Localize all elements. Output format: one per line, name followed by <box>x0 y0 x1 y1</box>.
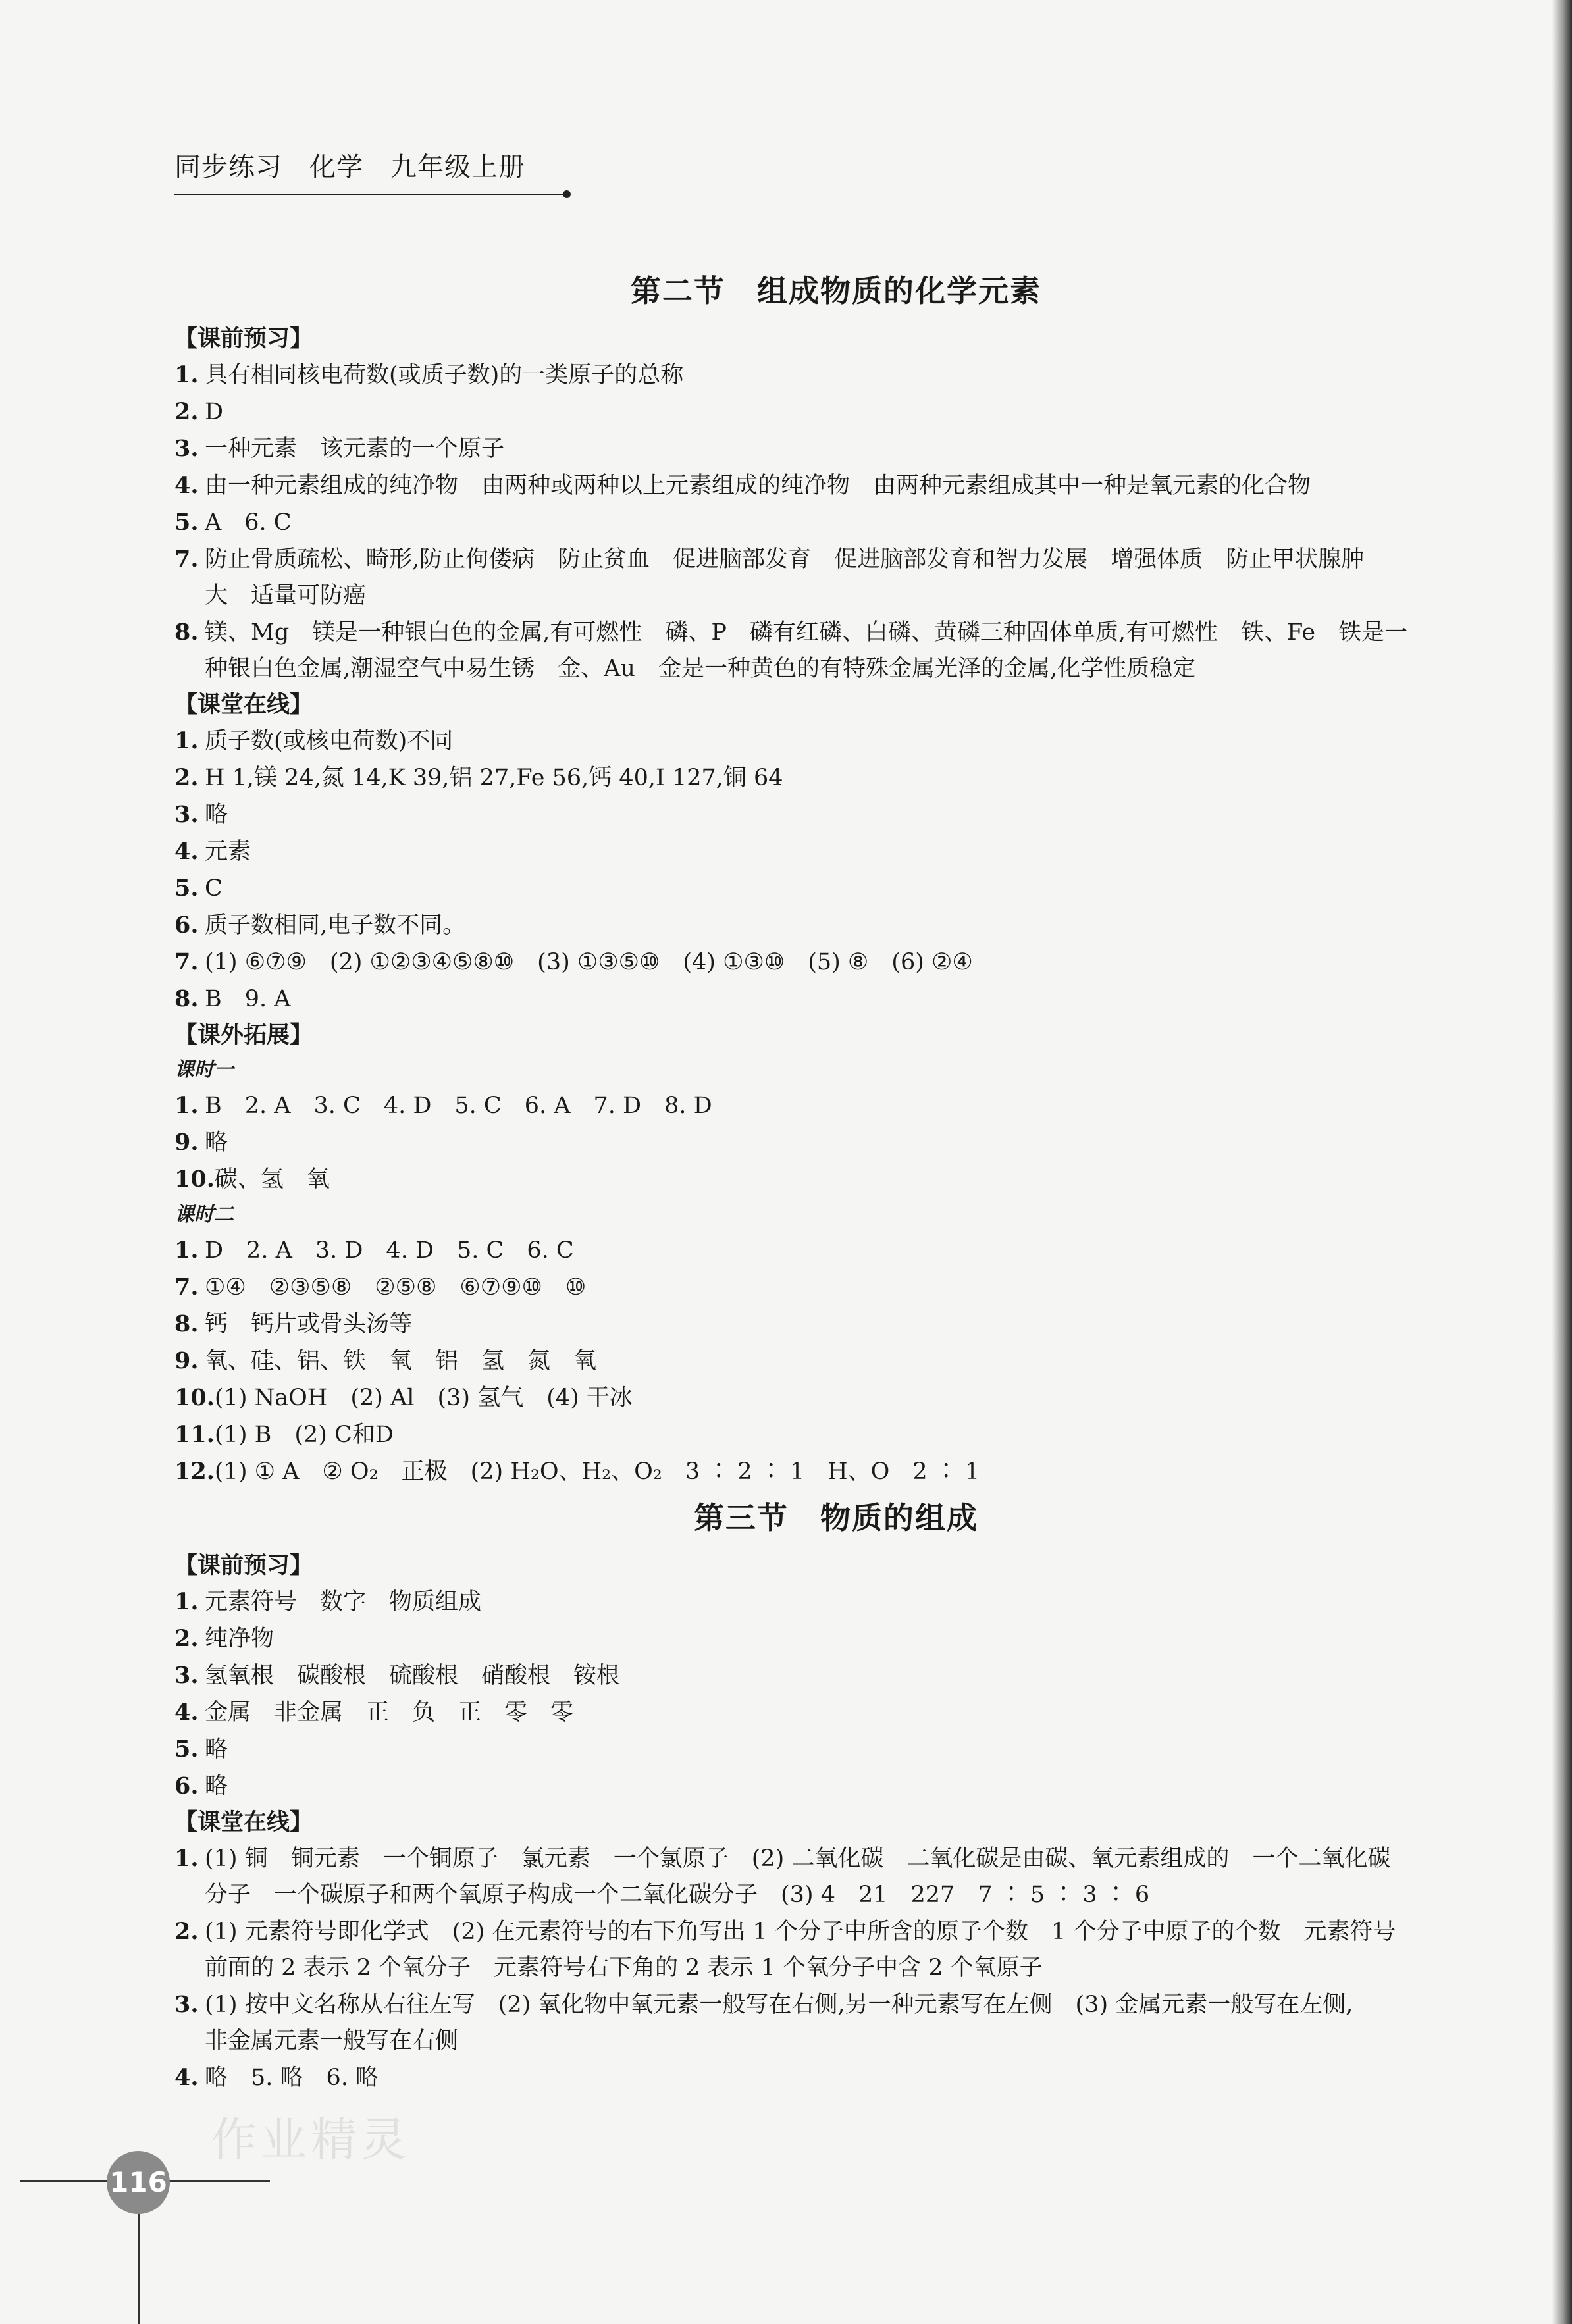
answer-text: B 9. A <box>205 986 291 1012</box>
subsection-label: 【课堂在线】 <box>174 692 313 718</box>
question-number: 4. <box>174 2064 199 2091</box>
answer-text: (1) ⑥⑦⑨ (2) ①②③④⑤⑧⑩ (3) ①③⑤⑩ (4) ①③⑩ (5) ⑧ (6) ②④ <box>205 949 973 975</box>
answer-list <box>174 1840 1498 2096</box>
answer-line <box>174 541 1498 614</box>
answer-text: B 2. A 3. C 4. D 5. C 6. A 7. D 8. D <box>205 1093 712 1119</box>
answer-content <box>174 263 1498 2096</box>
question-number: 8. <box>174 1310 199 1337</box>
question-number: 2. <box>174 764 199 791</box>
question-number: 7. <box>174 948 199 975</box>
subsection-label: 【课外拓展】 <box>174 1022 313 1048</box>
answer-text: 一种元素 该元素的一个原子 <box>205 436 505 462</box>
answer-line <box>174 833 1498 870</box>
answer-line <box>174 1306 1498 1343</box>
answer-text-continued: 非金属元素一般写在右侧 <box>205 2028 459 2054</box>
answer-text: 略 5. 略 6. 略 <box>205 2065 379 2091</box>
subsection-label: 【课前预习】 <box>174 1553 313 1579</box>
answer-line <box>174 504 1498 541</box>
answer-text: C <box>205 875 223 902</box>
question-number: 1. <box>174 1845 199 1872</box>
question-number: 6. <box>174 912 199 939</box>
answer-text: 具有相同核电荷数(或质子数)的一类原子的总称 <box>205 362 684 388</box>
answer-text: (1) 铜 铜元素 一个铜原子 氯元素 一个氯原子 (2) 二氧化碳 二氧化碳是由碳、氧元素组成的 一个二氧化碳 <box>205 1846 1391 1872</box>
answer-text-continued: 种银白色金属,潮湿空气中易生锈 金、Au 金是一种黄色的有特殊金属光泽的金属,化学性质稳定 <box>205 656 1196 682</box>
answer-line <box>174 1087 1498 1124</box>
answer-text: 元素 <box>205 839 251 865</box>
question-number: 1. <box>174 1588 199 1615</box>
question-number: 8. <box>174 619 199 646</box>
answer-text: 元素符号 数字 物质组成 <box>205 1589 482 1615</box>
answer-text: 略 <box>205 1736 228 1763</box>
answer-text: 略 <box>205 1129 228 1156</box>
answer-text: 镁、Mg 镁是一种银白色的金属,有可燃性 磷、P 磷有红磷、白磷、黄磷三种固体单质,有可燃性 铁、Fe 铁是一 <box>205 619 1408 646</box>
answer-line <box>174 796 1498 833</box>
question-number: 10. <box>174 1166 215 1193</box>
answer-text: 略 <box>205 802 228 828</box>
answer-line <box>174 760 1498 796</box>
question-number: 1. <box>174 361 199 388</box>
section-title: 第二节 组成物质的化学元素 <box>631 273 1041 309</box>
answer-text: 氧、硅、铝、铁 氧 铝 氢 氮 氧 <box>205 1348 597 1374</box>
answer-line <box>174 1124 1498 1161</box>
subsection-label: 【课堂在线】 <box>174 1809 313 1836</box>
answer-text: ①④ ②③⑤⑧ ②⑤⑧ ⑥⑦⑨⑩ ⑩ <box>205 1274 587 1301</box>
question-number: 11. <box>174 1421 215 1448</box>
answer-line <box>174 907 1498 944</box>
question-number: 6. <box>174 1772 199 1799</box>
answer-text: D 2. A 3. D 4. D 5. C 6. C <box>205 1237 574 1264</box>
answer-text-continued: 前面的 2 表示 2 个氧分子 元素符号右下角的 2 表示 1 个氧分子中含 2 个氧原子 <box>205 1955 1043 1981</box>
question-number: 7. <box>174 546 199 573</box>
answer-list <box>174 357 1498 687</box>
section-title: 第三节 物质的组成 <box>694 1500 978 1536</box>
question-number: 9. <box>174 1129 199 1156</box>
answer-text: D <box>205 399 224 425</box>
question-number: 2. <box>174 398 199 425</box>
question-number: 7. <box>174 1274 199 1301</box>
answer-text: 金属 非金属 正 负 正 零 零 <box>205 1699 574 1726</box>
answer-text: 钙 钙片或骨头汤等 <box>205 1311 413 1337</box>
answer-line <box>174 1694 1498 1731</box>
answer-line <box>174 1986 1498 2059</box>
answer-list <box>174 723 1498 1018</box>
answer-text: 质子数(或核电荷数)不同 <box>205 728 454 754</box>
question-number: 8. <box>174 985 199 1012</box>
lesson-label: 课时一 <box>174 1058 234 1081</box>
answer-text: H 1,镁 24,氮 14,K 39,铝 27,Fe 56,钙 40,I 127,铜 64 <box>205 765 783 791</box>
answer-list <box>174 1584 1498 1805</box>
answer-list <box>174 1232 1498 1490</box>
question-number: 10. <box>174 1384 215 1411</box>
answer-line <box>174 1584 1498 1620</box>
answer-line <box>174 1380 1498 1416</box>
answer-text: 略 <box>205 1773 228 1799</box>
answer-line <box>174 1161 1498 1198</box>
question-number: 9. <box>174 1347 199 1374</box>
answer-line <box>174 2059 1498 2096</box>
question-number: 4. <box>174 1699 199 1726</box>
question-number: 3. <box>174 1662 199 1689</box>
answer-line <box>174 723 1498 760</box>
question-number: 12. <box>174 1458 215 1485</box>
question-number: 2. <box>174 1625 199 1652</box>
header-rule <box>174 194 566 195</box>
book-spine-edge <box>1552 0 1572 2324</box>
answer-text: (1) 按中文名称从右往左写 (2) 氧化物中氧元素一般写在右侧,另一种元素写在左侧 (3) 金属元素一般写在左侧, <box>205 1992 1353 2018</box>
answer-line <box>174 1657 1498 1694</box>
answer-text: 氢氧根 碳酸根 硫酸根 硝酸根 铵根 <box>205 1663 620 1689</box>
question-number: 5. <box>174 1736 199 1763</box>
question-number: 3. <box>174 1991 199 2018</box>
question-number: 5. <box>174 875 199 902</box>
answer-text: A 6. C <box>205 509 292 536</box>
answer-line <box>174 467 1498 504</box>
answer-line <box>174 1913 1498 1986</box>
answer-text: 纯净物 <box>205 1626 275 1652</box>
answer-line <box>174 981 1498 1018</box>
answer-line <box>174 1620 1498 1657</box>
answer-text: 碳、氢 氧 <box>214 1166 330 1193</box>
answer-text-continued: 分子 一个碳原子和两个氧原子构成一个二氧化碳分子 (3) 4 21 227 7 ∶ 5 ∶ 3 ∶ 6 <box>205 1882 1150 1908</box>
answer-line <box>174 614 1498 687</box>
question-number: 2. <box>174 1918 199 1945</box>
question-number: 3. <box>174 435 199 462</box>
answer-text: 质子数相同,电子数不同。 <box>205 912 466 939</box>
answer-text: (1) ① A ② O₂ 正极 (2) H₂O、H₂、O₂ 3 ∶ 2 ∶ 1 H、O 2 ∶ 1 <box>214 1459 980 1485</box>
question-number: 1. <box>174 1092 199 1119</box>
answer-line <box>174 1232 1498 1269</box>
answer-line <box>174 1416 1498 1453</box>
subsection-label: 【课前预习】 <box>174 326 313 352</box>
answer-line <box>174 1453 1498 1490</box>
question-number: 1. <box>174 727 199 754</box>
answer-text: (1) 元素符号即化学式 (2) 在元素符号的右下角写出 1 个分子中所含的原子个数 1 个分子中原子的个数 元素符号 <box>205 1919 1396 1945</box>
answer-text: (1) B (2) C和D <box>214 1422 394 1448</box>
answer-line <box>174 1840 1498 1913</box>
answer-line <box>174 870 1498 907</box>
answer-line <box>174 944 1498 981</box>
answer-text: 由一种元素组成的纯净物 由两种或两种以上元素组成的纯净物 由两种元素组成其中一种是氧元素的化合物 <box>205 473 1311 499</box>
question-number: 4. <box>174 472 199 499</box>
answer-line <box>174 430 1498 467</box>
answer-line <box>174 394 1498 430</box>
watermark: 作业精灵 <box>211 2113 411 2167</box>
answer-text: (1) NaOH (2) Al (3) 氢气 (4) 干冰 <box>214 1385 633 1411</box>
page-number: 116 <box>107 2151 170 2214</box>
answer-line <box>174 1343 1498 1380</box>
answer-text-continued: 大 适量可防癌 <box>205 582 367 609</box>
running-header: 同步练习 化学 九年级上册 <box>174 152 525 182</box>
answer-list <box>174 1087 1498 1198</box>
question-number: 4. <box>174 838 199 865</box>
answer-line <box>174 1731 1498 1768</box>
header-rule-dot <box>563 190 571 198</box>
question-number: 3. <box>174 801 199 828</box>
answer-line <box>174 1269 1498 1306</box>
answer-text: 防止骨质疏松、畸形,防止佝偻病 防止贫血 促进脑部发育 促进脑部发育和智力发展 增强体质 防止甲状腺肿 <box>205 546 1365 573</box>
lesson-label: 课时二 <box>174 1203 234 1226</box>
question-number: 1. <box>174 1237 199 1264</box>
answer-line <box>174 357 1498 394</box>
answer-line <box>174 1768 1498 1805</box>
question-number: 5. <box>174 509 199 536</box>
